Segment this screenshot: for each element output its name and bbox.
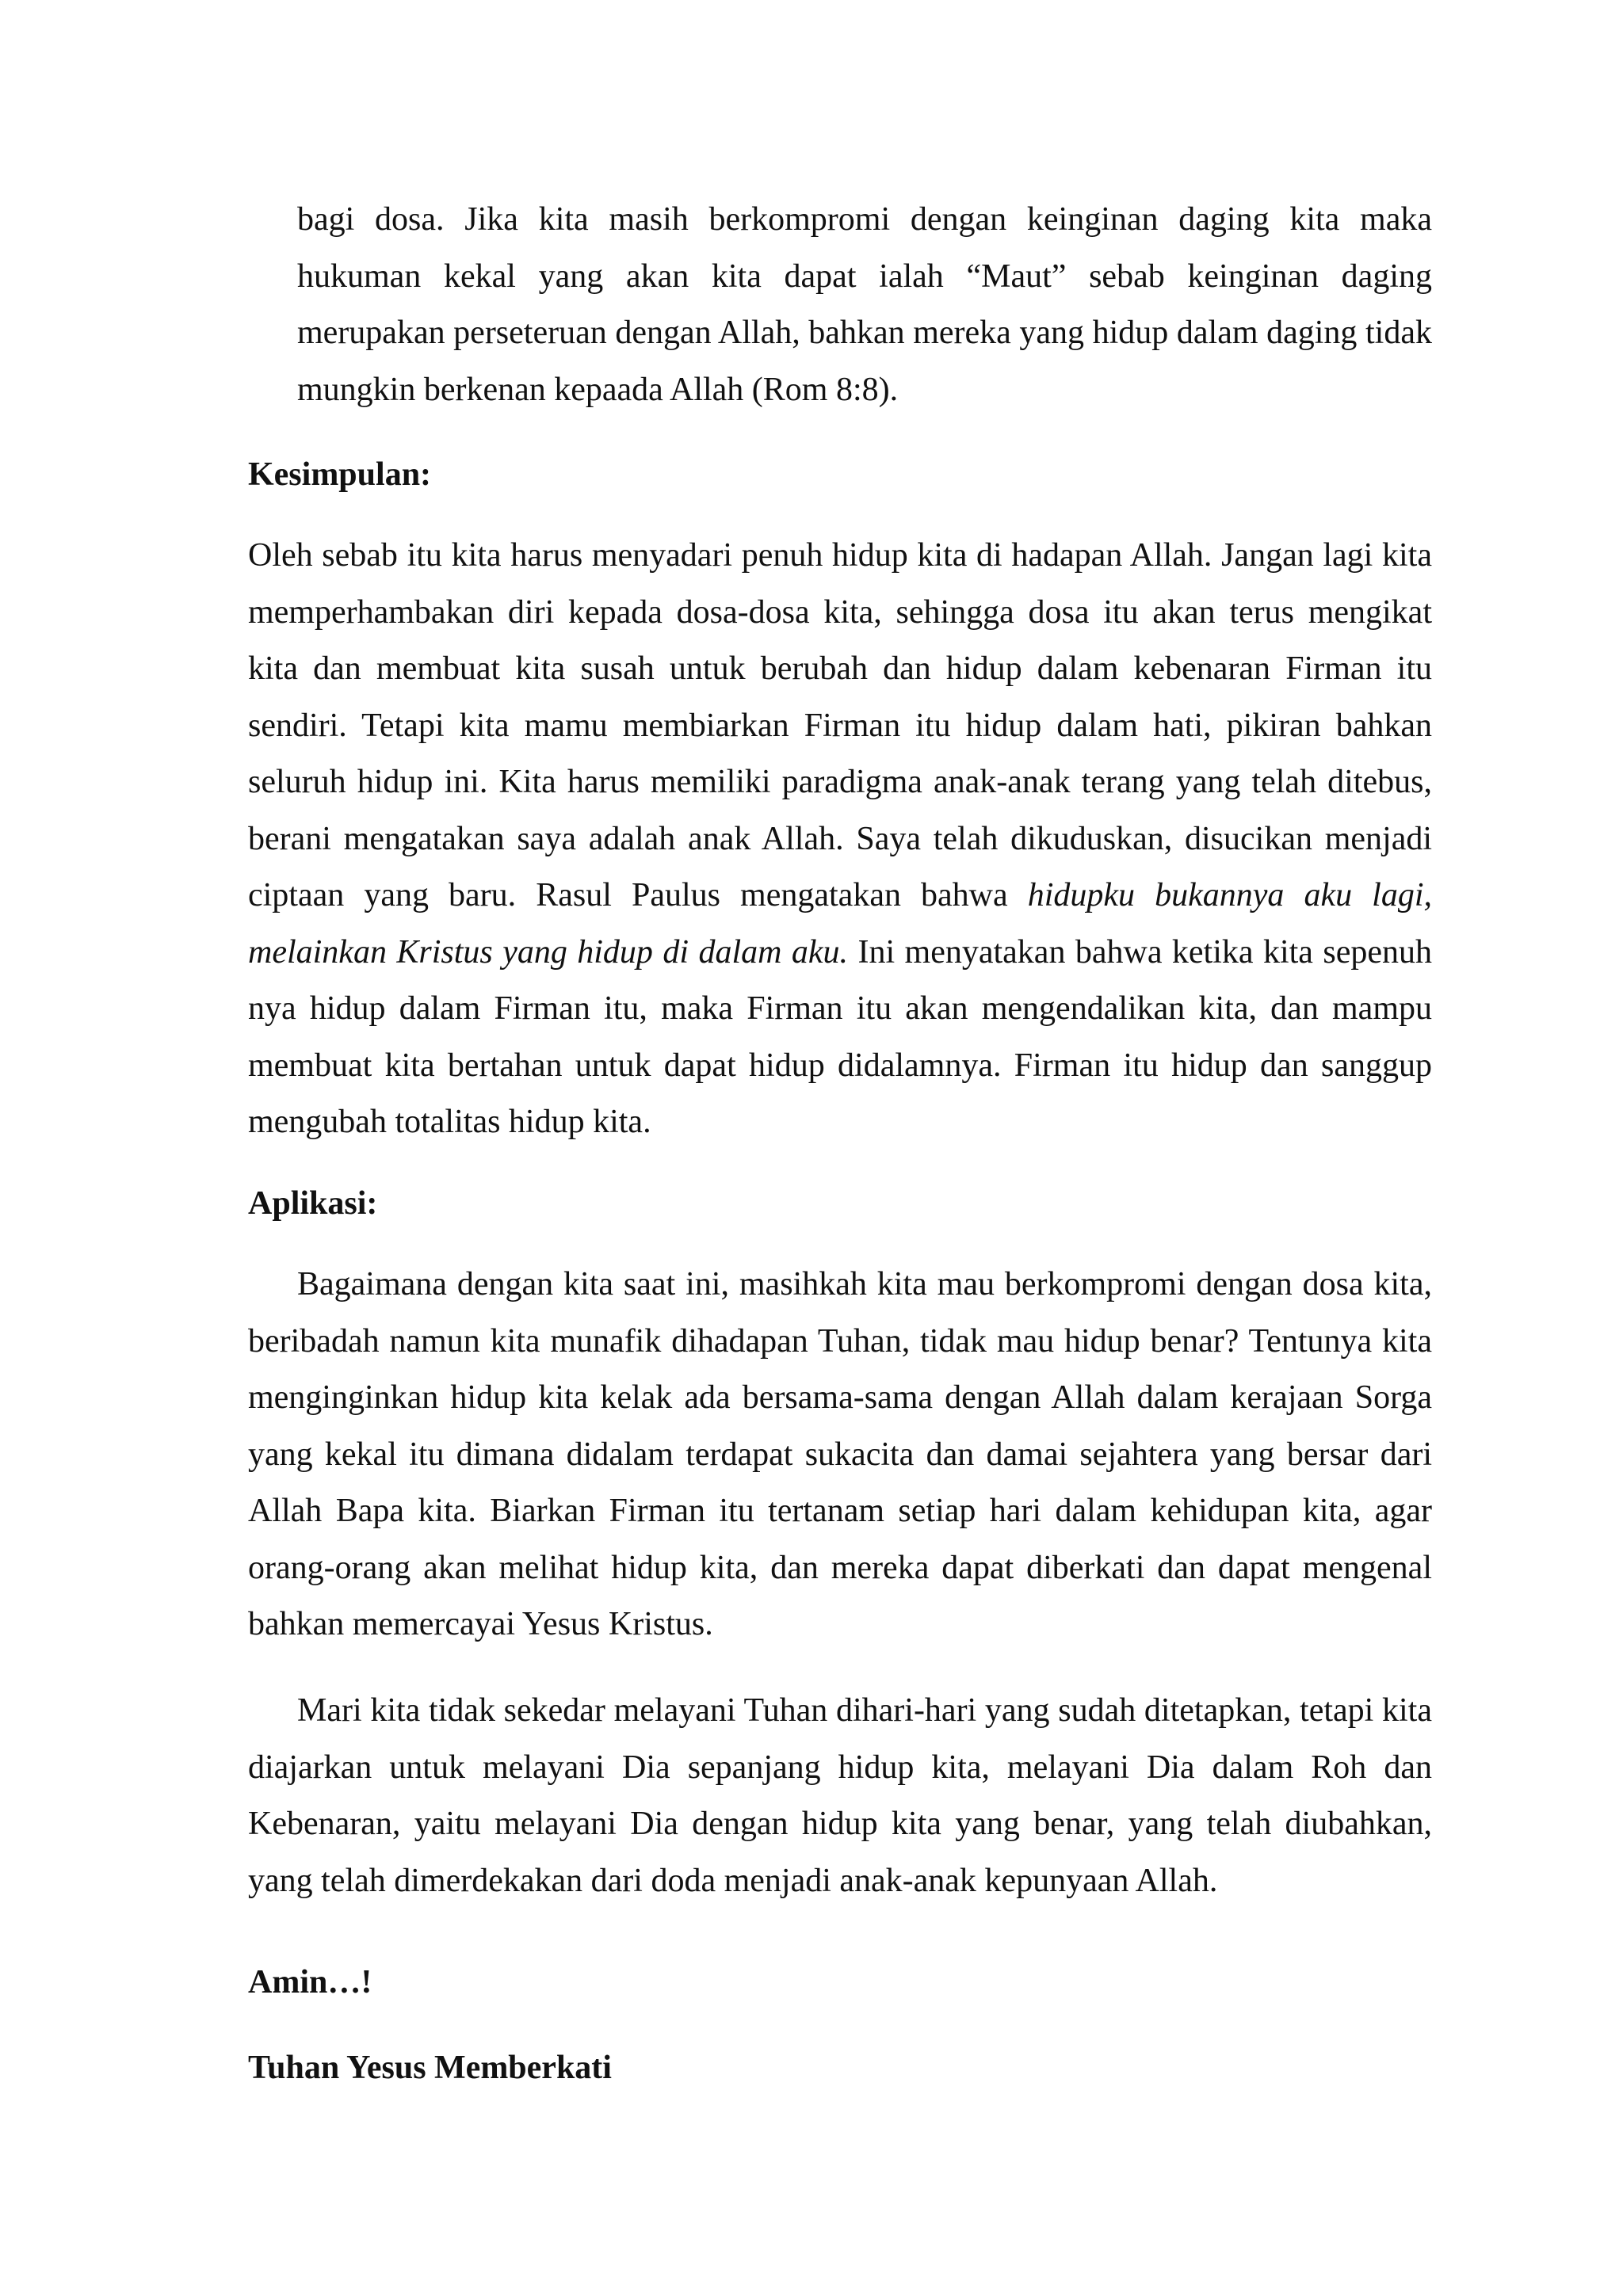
kesimpulan-paragraph <box>248 528 1432 1151</box>
kesimpulan-quote-italic: hidupku bukannya aku lagi, melainkan Kristus yang hidup di dalam aku. <box>248 877 1432 971</box>
heading-kesimpulan: Kesimpulan: <box>248 456 432 493</box>
closing-blessing: Tuhan Yesus Memberkati <box>248 2050 612 2086</box>
closing-amin: Amin…! <box>248 1964 372 2000</box>
intro-paragraph: bagi dosa. Jika kita masih berkompromi dengan keinginan daging kita maka hukuman kekal yang akan kita dapat ialah “Maut” sebab keinginan daging merupakan perseteruan dengan Allah, bahkan mereka yang hidup dalam daging tidak mungkin berkenan kepaada Allah (Rom 8:8). <box>297 201 1432 408</box>
aplikasi-paragraph-2: Mari kita tidak sekedar melayani Tuhan dihari-hari yang sudah ditetapkan, tetapi kita diajarkan untuk melayani Dia sepanjang hidup kita, melayani Dia dalam Roh dan Kebenaran, yaitu melayani Dia dengan hidup kita yang benar, yang telah diubahkan, yang telah dimerdekakan dari doda menjadi anak-anak kepunyaan Allah. <box>248 1692 1432 1899</box>
kesimpulan-text-end: Ini menyatakan bahwa ketika kita sepenuh nya hidup dalam Firman itu, maka Firman itu akan mengendalikan kita, dan mampu membuat kita bertahan untuk dapat hidup didalamnya. Firman itu hidup dan sanggup mengubah totalitas hidup kita. <box>248 933 1432 1140</box>
aplikasi-paragraph-1: Bagaimana dengan kita saat ini, masihkah kita mau berkompromi dengan dosa kita, beribadah namun kita munafik dihadapan Tuhan, tidak mau hidup benar? Tentunya kita menginginkan hidup kita kelak ada bersama-sama dengan Allah dalam kerajaan Sorga yang kekal itu dimana didalam terdapat sukacita dan damai sejahtera yang bersar dari Allah Bapa kita. Biarkan Firman itu tertanam setiap hari dalam kehidupan kita, agar orang-orang akan melihat hidup kita, dan mereka dapat diberkati dan dapat mengenal bahkan memercayai Yesus Kristus. <box>248 1266 1432 1642</box>
heading-aplikasi: Aplikasi: <box>248 1185 378 1222</box>
kesimpulan-text-start: Oleh sebab itu kita harus menyadari penuh hidup kita di hadapan Allah. Jangan lagi kita memperhambakan diri kepada dosa-dosa kita, sehingga dosa itu akan terus mengikat kita dan membuat kita susah untuk berubah dan hidup dalam kebenaran Firman itu sendiri. Tetapi kita mamu membiarkan Firman itu hidup dalam hati, pikiran bahkan seluruh hidup ini. Kita harus memiliki paradigma anak-anak terang yang telah ditebus, berani mengatakan saya adalah anak Allah. Saya telah dikuduskan, disucikan menjadi ciptaan yang baru. Rasul Paulus mengatakan bahwa <box>248 537 1432 913</box>
